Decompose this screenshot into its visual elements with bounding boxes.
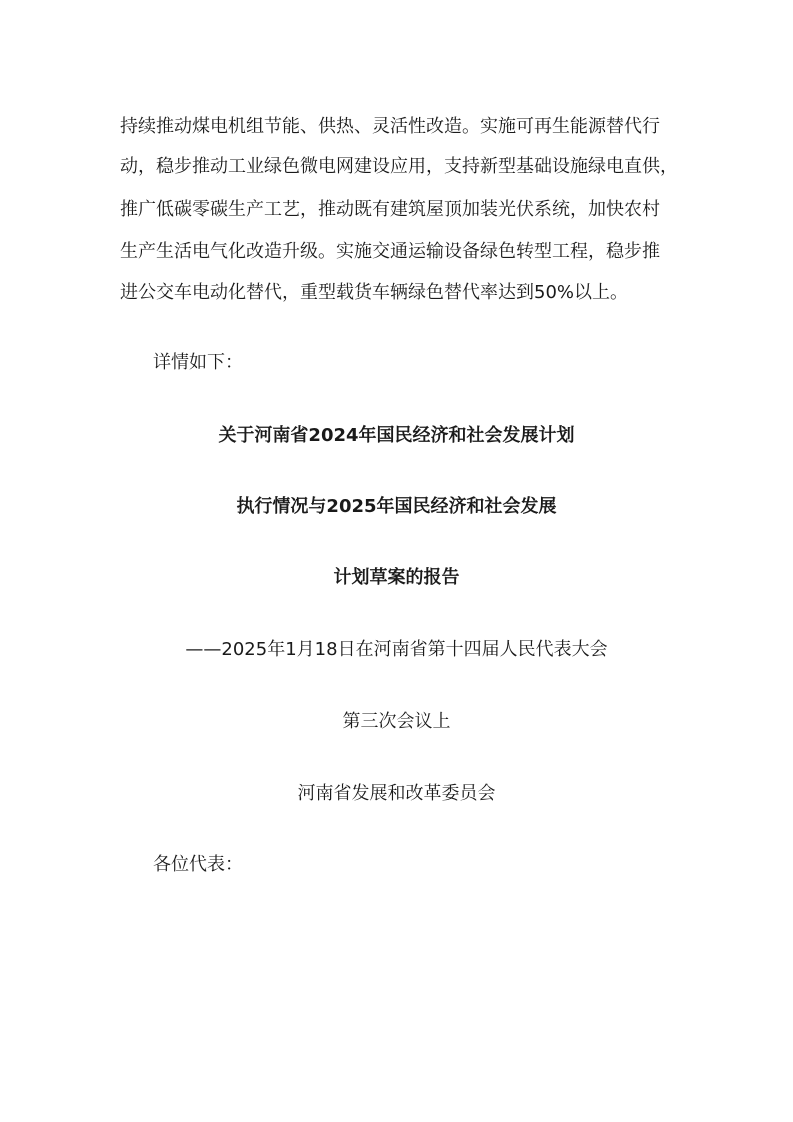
subtitle-line-1: ——2025年1月18日在河南省第十四届人民代表大会 [185, 639, 608, 660]
body-paragraph-line-5: 进公交车电动化替代，重型载货车辆绿色替代率达到50%以上。 [120, 282, 629, 303]
body-paragraph-line-4: 生产生活电气化改造升级。实施交通运输设备绿色转型工程，稳步推 [120, 241, 660, 262]
report-title-line-1: 关于河南省2024年国民经济和社会发展计划 [218, 425, 575, 446]
body-paragraph-line-3: 推广低碳零碳生产工艺，推动既有建筑屋顶加装光伏系统，加快农村 [120, 199, 660, 220]
issuer-name: 河南省发展和改革委员会 [297, 783, 496, 804]
report-title-line-3: 计划草案的报告 [333, 567, 460, 588]
body-paragraph-line-2: 动，稳步推动工业绿色微电网建设应用，支持新型基础设施绿电直供， [120, 156, 678, 177]
body-paragraph-line-1: 持续推动煤电机组节能、供热、灵活性改造。实施可再生能源替代行 [120, 116, 660, 137]
details-intro: 详情如下： [153, 352, 243, 373]
salutation: 各位代表： [153, 854, 243, 875]
subtitle-line-2: 第三次会议上 [342, 711, 451, 732]
report-title-line-2: 执行情况与2025年国民经济和社会发展 [236, 496, 557, 517]
